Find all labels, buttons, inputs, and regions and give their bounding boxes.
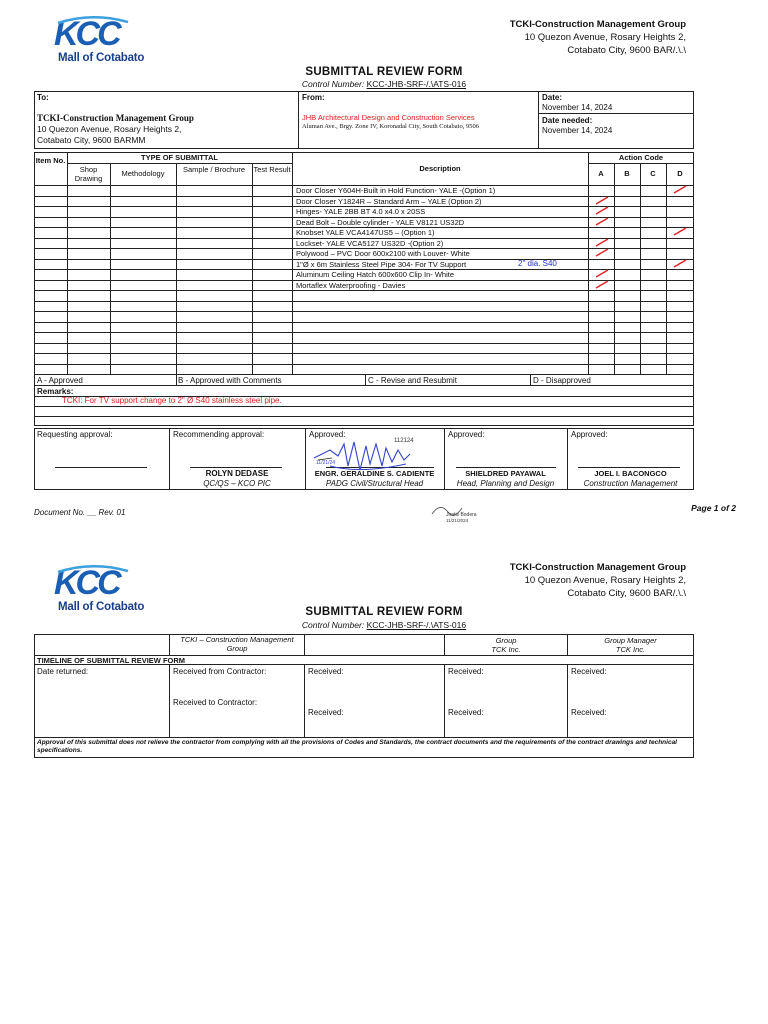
action-checkmark-a [595,196,609,205]
disclaimer-text: Approval of this submittal does not relieve the contractor from complying with all the provisions of Codes and Standards, the contract documents and the requirements of the contract drawings and technical specifications. [37,739,677,754]
shop-drawing-header: Shop Drawing [74,165,103,183]
group-column-header: Group [495,636,517,645]
cmg-column-header: TCKI – Construction Management Group [180,635,294,653]
group-manager-column-header: Group Manager [604,636,657,645]
company-name: TCKI-Construction Management Group [509,562,686,573]
action-checkmark-d [673,227,687,236]
signer-4-name: JOEL I. BACONGCO [594,469,667,478]
action-code-d: D [677,169,683,178]
company-logo [52,14,172,70]
table-row-description: Polywood – PVC Door 600x2100 with Louver- White [296,249,470,258]
control-label: Control Number: [301,79,365,89]
form-title-page2: SUBMITTAL REVIEW FORM [305,606,463,618]
description-header: Description [419,164,461,173]
approved-label-3: Approved: [571,430,608,439]
action-code-b: B [624,169,630,178]
received-label-3: Received: [448,667,484,676]
action-checkmark-d [673,259,687,268]
requesting-approval-label: Requesting approval: [37,430,113,439]
action-checkmark-a [595,238,609,247]
control-number-page2 [0,620,768,630]
from-label: From: [302,93,325,102]
table-row-description: Lockset- YALE VCA5127 US32D -(Option 2) [296,239,444,248]
received-label-5: Received: [571,667,607,676]
stamp-number: 112124 [394,438,414,444]
table-row-description: Hinges- YALE 2BB BT 4.0 x4.0 x 20SS [296,207,426,216]
date-needed-value: November 14, 2024 [542,126,613,135]
received-label-1: Received: [308,667,344,676]
to-address-2: Cotabato City, 9600 BARMM [37,135,146,145]
stamp-date: 11/21/24 [316,460,336,466]
action-checkmark-a [595,206,609,215]
legend-revise-resubmit: C - Revise and Resubmit [368,376,457,385]
timeline-title: TIMELINE OF SUBMITTAL REVIEW FORM [37,656,186,665]
company-header-page2 [510,561,686,600]
action-checkmark-d [673,185,687,194]
received-label-4: Received: [448,708,484,717]
legend-approved-with-comments: B - Approved with Comments [178,376,282,385]
logo-subtitle: Mall of Cotabato [58,52,145,64]
date-needed-label: Date needed: [542,116,593,125]
action-code-header: Action Code [618,153,664,162]
control-value: KCC-JHB-SRF-/.\ATS-016 [366,79,467,89]
form-title: SUBMITTAL REVIEW FORM [305,66,463,78]
legend-disapproved: D - Disapproved [533,376,591,385]
action-checkmark-a [595,280,609,289]
signer-2-name: ENGR. GERALDINE S. CADIENTE [314,469,435,478]
received-label-6: Received: [571,708,607,717]
control-label: Control Number: [301,620,365,630]
company-address-2: Cotabato City, 9600 BAR/.\.\ [567,588,686,599]
to-name: TCKI-Construction Management Group [37,113,194,123]
methodology-header: Methodology [121,169,165,178]
control-value: KCC-JHB-SRF-/.\ATS-016 [366,620,467,630]
action-checkmark-a [595,217,609,226]
svg-text:KCC: KCC [54,564,119,599]
table-row-description: Door Closer Y604H-Built in Hold Function- YALE -(Option 1) [296,186,496,195]
table-row-description: 1"Ø x 6m Stainless Steel Pipe 304- For TV Support [296,260,467,269]
received-to-contractor-label: Received to Contractor: [173,698,258,707]
recommending-approval-label: Recommending approval: [173,430,265,439]
from-address: Aluman Ave., Brgy. Zone IV, Koronadal City, South Cotabato, 9506 [302,123,479,130]
signer-3-name: SHIELDRED PAYAWAL [465,469,546,478]
action-checkmark-a [595,269,609,278]
company-address-1: 10 Quezon Avenue, Rosary Heights 2, [524,575,686,586]
item-no-header: Item No. [35,156,66,165]
date-value: November 14, 2024 [542,103,613,112]
action-code-c: C [650,169,656,178]
to-label: To: [37,93,49,102]
kcc-logo-mark [52,563,132,599]
action-code-a: A [598,169,604,178]
requesting-signature-line [55,467,147,468]
company-name: TCKI-Construction Management Group [509,19,686,30]
received-label-2: Received: [308,708,344,717]
remarks-text: TCKI: For TV support change to 2" Ø S40 stainless steel pipe. [62,396,282,405]
to-address-1: 10 Quezon Avenue, Rosary Heights 2, [37,124,182,134]
table-row-description: Aluminum Ceiling Hatch 600x600 Clip In- White [296,270,454,279]
signer-1-name: ROLYN DEDASE [205,469,269,478]
kcc-logo-mark [52,14,132,50]
company-address-1: 10 Quezon Avenue, Rosary Heights 2, [524,32,686,43]
signer-3-role: Head, Planning and Design [456,479,555,488]
action-checkmark-a [595,248,609,257]
company-address-2: Cotabato City, 9600 BAR/.\.\ [567,45,686,56]
signer-2-role: PADG Civil/Structural Head [325,479,424,488]
row-note: 2" dia. S40 [518,259,557,268]
table-row-description: Mortaflex Waterproofing - Davies [296,281,406,290]
table-row-description: Knobset YALE VCA4147US5 – (Option 1) [296,228,435,237]
from-name: JHB Architectural Design and Construction Services [302,113,475,122]
page-2 [0,545,768,775]
stamp-signer-name: Jiratis Bodera [446,512,477,518]
approved-label-2: Approved: [448,430,485,439]
table-row-description: Dead Bolt – Double cylinder - YALE V8121 US32D [296,218,465,227]
group-manager-company: TCK Inc. [615,645,646,654]
legend-approved: A - Approved [37,376,83,385]
control-number [0,79,768,89]
group-company: TCK Inc. [491,645,521,654]
company-header [510,18,686,57]
stamp-signer-date: 11/21/2024 [446,518,469,523]
signer-4-role: Construction Management [583,479,678,488]
type-of-submittal-header: TYPE OF SUBMITTAL [141,153,218,162]
received-from-contractor-label: Received from Contractor: [173,667,267,676]
test-result-header: Test Result [253,165,291,174]
page-number: Page 1 of 2 [691,503,736,513]
initial-stamp [428,500,488,526]
approved-label-1: Approved: [309,430,346,439]
sample-brochure-header: Sample / Brochure [182,165,246,174]
date-label: Date: [542,93,563,102]
table-row-description: Door Closer Y1824R – Standard Arm – YALE (Option 2) [296,197,482,206]
signer-1-role: QC/QS – KCO PIC [203,479,271,488]
logo-subtitle: Mall of Cotabato [58,601,145,613]
svg-text:KCC: KCC [54,15,119,50]
date-returned-label: Date returned: [37,667,89,676]
document-number: Document No. __ Rev. 01 [34,508,126,517]
remarks-label: Remarks: [37,387,74,396]
